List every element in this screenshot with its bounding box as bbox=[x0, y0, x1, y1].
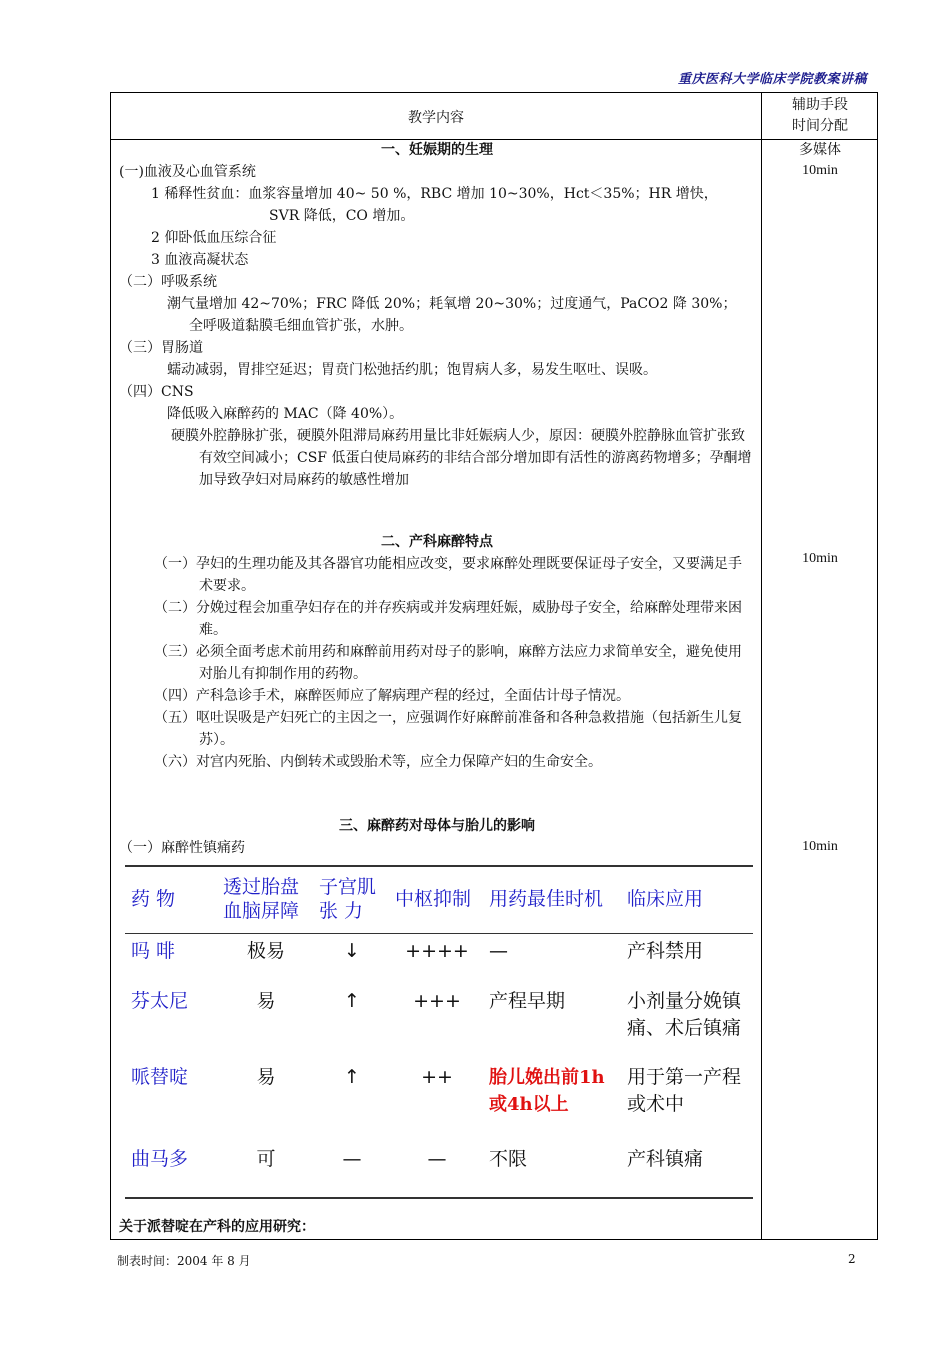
text-line: 降低吸入麻醉药的 MAC（降 40%）。 bbox=[167, 406, 404, 422]
text-line: SVR 降低，CO 增加。 bbox=[269, 208, 415, 224]
side-media: 多媒体 bbox=[799, 142, 841, 158]
section-title: 二、产科麻醉特点 bbox=[381, 534, 493, 550]
side-time-2: 10min bbox=[802, 551, 838, 566]
list-item: （六）对宫内死胎、内倒转术或毁胎术等，应全力保障产妇的生命安全。 bbox=[154, 754, 602, 770]
footer-date: 制表时间：2004 年 8 月 bbox=[117, 1254, 251, 1268]
text-line: 全呼吸道黏膜毛细血管扩张，水肿。 bbox=[189, 318, 413, 334]
section-obstetric-anesthesia bbox=[119, 531, 755, 773]
text-line: （三）胃肠道 bbox=[119, 340, 203, 356]
list-item: （二）分娩过程会加重孕妇存在的并存疾病或并发病理妊娠，威胁母子安全，给麻醉处理带来困难。 bbox=[154, 600, 742, 638]
table-cell: 极易 bbox=[246, 940, 285, 962]
list-item: （四）产科急诊手术，麻醉医师应了解病理产程的经过，全面估计母子情况。 bbox=[154, 688, 630, 704]
table-cell: 可 bbox=[256, 1147, 276, 1170]
table-cell: 不限 bbox=[489, 1147, 528, 1170]
table-cell: 产程早期 bbox=[489, 989, 566, 1012]
column-header: 药 物 bbox=[125, 866, 217, 934]
table-row bbox=[125, 1060, 753, 1142]
header-side-line1: 辅助手段 bbox=[792, 97, 848, 113]
table-cell: 易 bbox=[256, 989, 276, 1012]
drug-name: 吗 啡 bbox=[131, 940, 176, 962]
table-row bbox=[125, 1142, 753, 1198]
table-row bbox=[125, 984, 753, 1060]
text-line: 3 血液高凝状态 bbox=[151, 252, 249, 268]
research-note: 关于派替啶在产科的应用研究： bbox=[119, 1219, 315, 1235]
section-pregnancy-physiology bbox=[119, 139, 755, 491]
list-item: （一）孕妇的生理功能及其各器官功能相应改变，要求麻醉处理既要保证母子安全，又要满足手术要求。 bbox=[154, 556, 742, 594]
text-line: （二）呼吸系统 bbox=[119, 274, 217, 290]
column-divider bbox=[761, 93, 762, 1239]
table-cell: 易 bbox=[256, 1065, 276, 1088]
text-line: 蠕动减弱，胃排空延迟；胃贲门松弛括约肌；饱胃病人多，易发生呕吐、误吸。 bbox=[167, 362, 657, 378]
header-side-line2: 时间分配 bbox=[792, 118, 848, 134]
text-line: （四）CNS bbox=[119, 384, 194, 400]
table-row bbox=[125, 934, 753, 984]
header-title: 重庆医科大学临床学院教案讲稿 bbox=[677, 72, 867, 87]
table-cell: 小剂量分娩镇痛、术后镇痛 bbox=[627, 989, 742, 1039]
section-anesthetic-effects bbox=[119, 815, 755, 859]
table-cell: — bbox=[342, 1147, 362, 1170]
column-header: 中枢抑制 bbox=[389, 866, 483, 934]
header-side bbox=[762, 95, 878, 137]
text-paragraph: 硬膜外腔静脉扩张，硬膜外阻滞局麻药用量比非妊娠病人少，原因：硬膜外腔静脉血管扩张致有效空间减小；CSF 低蛋白使局麻药的非结合部分增加即有活性的游离药物增多；孕酮增加导致孕妇对局麻药的敏感性增加 bbox=[171, 428, 752, 488]
table-cell: ++++ bbox=[405, 940, 469, 962]
drug-name: 芬太尼 bbox=[131, 989, 189, 1012]
table-cell: +++ bbox=[413, 989, 461, 1012]
table-cell: 产科禁用 bbox=[627, 940, 704, 962]
column-header: 子宫肌 张 力 bbox=[313, 866, 389, 934]
list-item: （三）必须全面考虑术前用药和麻醉前用药对母子的影响，麻醉方法应力求简单安全，避免使用对胎儿有抑制作用的药物。 bbox=[154, 644, 742, 682]
table-cell: — bbox=[427, 1147, 447, 1170]
table-cell-highlight: 胎儿娩出前1h或4h以上 bbox=[489, 1066, 605, 1115]
table-cell: — bbox=[489, 940, 508, 962]
opioid-table bbox=[125, 865, 753, 1199]
column-header: 透过胎盘 血脑屏障 bbox=[217, 866, 313, 934]
table-cell: ↑ bbox=[344, 989, 360, 1012]
text-line: 2 仰卧低血压综合征 bbox=[151, 230, 277, 246]
section-title: 三、麻醉药对母体与胎儿的影响 bbox=[339, 818, 535, 834]
table-cell: 用于第一产程或术中 bbox=[627, 1065, 742, 1115]
column-header: 用药最佳时机 bbox=[483, 866, 621, 934]
list-item: （五）呕吐误吸是产妇死亡的主因之一，应强调作好麻醉前准备和各种急救措施（包括新生儿复苏）。 bbox=[154, 710, 742, 748]
lesson-table bbox=[110, 92, 878, 1240]
table-cell: ++ bbox=[421, 1065, 453, 1088]
side-time-1: 10min bbox=[802, 163, 838, 178]
side-time-3: 10min bbox=[802, 839, 838, 854]
subtitle: （一）麻醉性镇痛药 bbox=[119, 840, 245, 856]
text-line: (一)血液及心血管系统 bbox=[119, 164, 256, 180]
drug-name: 曲马多 bbox=[131, 1147, 189, 1170]
table-cell: 产科镇痛 bbox=[627, 1147, 704, 1170]
table-cell: ↑ bbox=[344, 1065, 360, 1088]
page-number: 2 bbox=[848, 1252, 856, 1266]
section-title: 一、妊娠期的生理 bbox=[381, 142, 493, 158]
drug-name: 哌替啶 bbox=[131, 1065, 189, 1088]
text-line: 1 稀释性贫血：血浆容量增加 40~ 50 %，RBC 增加 10~30%，Hct＜35%；HR 增快， bbox=[151, 186, 718, 202]
text-line: 潮气量增加 42~70%；FRC 降低 20%；耗氧增 20~30%；过度通气，PaCO2 降 30%； bbox=[167, 296, 737, 312]
column-header: 临床应用 bbox=[621, 866, 753, 934]
header-teaching-content: 教学内容 bbox=[408, 110, 464, 126]
table-cell: ↓ bbox=[344, 940, 360, 962]
